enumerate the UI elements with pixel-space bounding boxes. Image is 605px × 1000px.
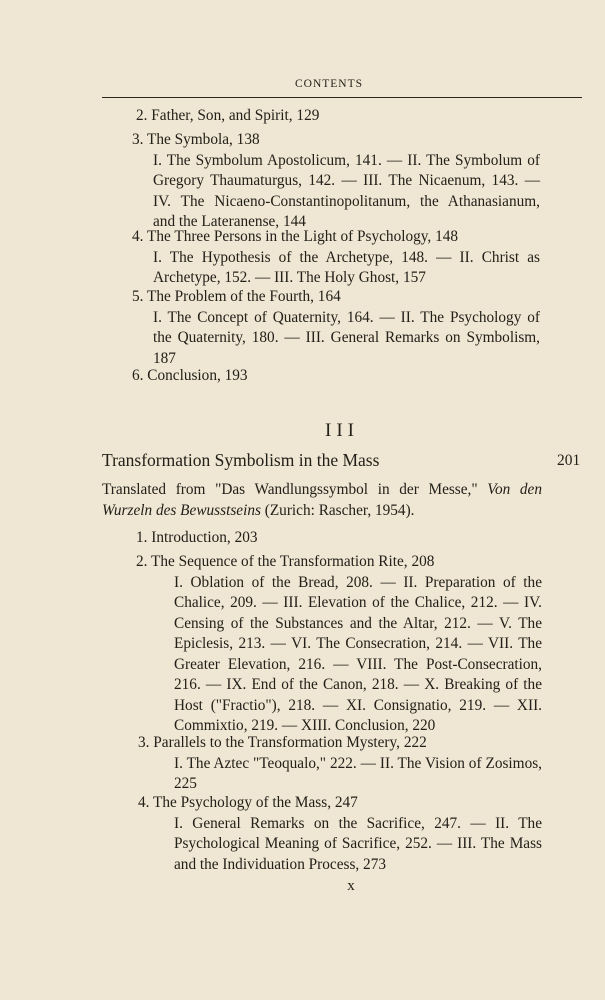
toc-entry-title: 4. The Psychology of the Mass, 247 (138, 794, 358, 811)
toc-entry (138, 733, 542, 795)
toc-subentries: I. The Concept of Quaternity, 164. — II. The Psychology of the Quaternity, 180. — III. General Remarks on Symbolism, 187 (153, 308, 540, 367)
toc-entry (132, 366, 248, 387)
page-folio: x (347, 878, 355, 894)
header-rule (102, 97, 582, 98)
translation-note-text: Translated from "Das Wandlungssymbol in der Messe," (102, 481, 488, 498)
running-head: CONTENTS (294, 78, 364, 90)
toc-subentries: I. The Aztec "Teoqualo," 222. — II. The Vision of Zosimos, 225 (174, 754, 542, 792)
toc-entry-title: 6. Conclusion, 193 (132, 367, 248, 384)
translation-note-source: (Zurich: Rascher, 1954). (260, 501, 415, 519)
toc-entry-title: 3. Parallels to the Transformation Mystery, 222 (138, 734, 427, 751)
toc-entry (132, 227, 540, 289)
essay-title: Transformation Symbolism in the Mass (102, 450, 380, 470)
toc-entry-title: 4. The Three Persons in the Light of Psychology, 148 (132, 228, 459, 245)
toc-entry-title: 3. The Symbola, 138 (132, 131, 260, 148)
toc-entry (132, 130, 540, 233)
toc-subentries: I. Oblation of the Bread, 208. — II. Preparation of the Chalice, 209. — III. Elevation of the Chalice, 212. — IV. Censing of the Substances and the Altar, 212. — V. The Epiclesis, 213. — VI. The Consecration, 214. — VII. The Greater Elevation, 216. — VIII. The Post-Consecration, 216. — IX. End of the Canon, 218. — X. Breaking of the Host ("Fractio"), 218. — XI. Consignatio, 219. — XII. Commixtio, 219. — XIII. Conclusion, 220 (174, 573, 542, 734)
toc-entry (136, 552, 542, 737)
toc-entry-title: 1. Introduction, 203 (136, 529, 258, 546)
toc-entry-title: 2. The Sequence of the Transformation Rite, 208 (136, 553, 435, 570)
toc-entry (138, 793, 542, 875)
toc-subentries: I. The Symbolum Apostolicum, 141. — II. The Symbolum of Gregory Thaumaturgus, 142. — III. The Nicaenum, 143. — IV. The Nicaeno-Constantinopolitanum, the Athanasianum, and the Lateranense, 144 (153, 151, 540, 230)
toc-subentries: I. The Hypothesis of the Archetype, 148. — II. Christ as Archetype, 152. — III. The Holy Ghost, 157 (153, 248, 540, 286)
toc-entry (136, 106, 319, 127)
essay-page-number: 201 (557, 452, 581, 469)
part-numeral: III (325, 420, 359, 441)
toc-subentries: I. General Remarks on the Sacrifice, 247. — II. The Psychological Meaning of Sacrifice, 252. — III. The Mass and the Individuation Process, 273 (174, 814, 542, 873)
toc-entry (132, 287, 540, 369)
toc-entry (136, 528, 258, 549)
toc-entry-title: 5. The Problem of the Fourth, 164 (132, 288, 341, 305)
toc-entry-title: 2. Father, Son, and Spirit, 129 (136, 107, 320, 124)
source-title: Von den Wurzeln des Bewusstseins (102, 481, 543, 519)
translation-note (102, 480, 542, 521)
